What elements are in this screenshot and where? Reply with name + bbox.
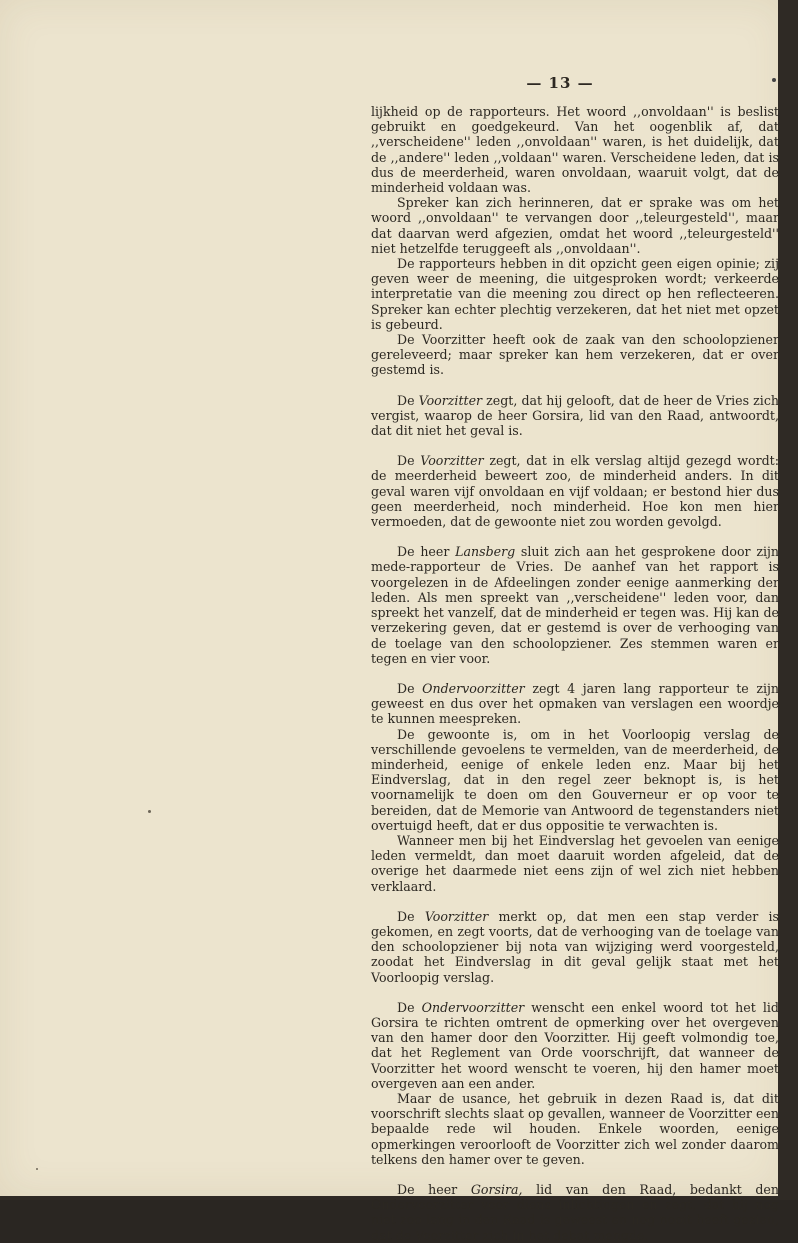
paragraph: [371, 1091, 779, 1167]
speaker-prefix: De: [397, 999, 422, 1015]
paragraph-text: Wanneer men bij het Eindverslag het gevoelen van eenige leden vermeldt, dan moet daaruit worden afgeleid, dat de overige het daarmede niet eens zijn of wel zich niet hebben verklaard.: [371, 832, 779, 894]
scan-speck: [148, 810, 151, 813]
paragraph: [371, 1182, 779, 1243]
paragraph: [371, 544, 779, 666]
speaker-name: Voorzitter: [418, 392, 483, 408]
scan-border-right: [778, 0, 798, 1200]
paragraph-text: De Voorzitter heeft ook de zaak van den schoolopziener gereleveerd; maar spreker kan hem verzekeren, dat er over gestemd is.: [371, 332, 779, 378]
page-number: — 13 —: [526, 74, 594, 92]
paragraph: [371, 104, 779, 195]
paragraph: [371, 909, 779, 985]
paragraph: [371, 1000, 779, 1091]
scan-speck: [36, 1168, 38, 1170]
paragraph-text: De gewoonte is, om in het Voorloopig verslag de verschillende gevoelens te vermelden, van de meerderheid, de minderheid, eenige of enkele leden enz. Maar bij het Eindverslag, dat in den regel zeer beknopt is, is het voornamelijk te doen om den Gouverneur er op voor te bereiden, dat de Memorie van Antwoord de tegenstanders niet overtuigd heeft, dat er dus oppositie te verwachten is.: [371, 726, 779, 833]
speaker-name: Gorsira,: [470, 1182, 523, 1197]
speaker-prefix: De heer: [397, 1182, 471, 1197]
paragraph: [371, 195, 779, 256]
paragraph-text: Spreker kan zich herinneren, dat er sprake was om het woord ,,onvoldaan'' te vervangen door ,,teleurgesteld'', maar dat daarvan werd afgezien, omdat het woord ,,teleurgesteld'' niet hetzelfde teruggeeft als ,,onvoldaan''.: [371, 195, 779, 256]
paragraph: [371, 727, 779, 833]
paragraph: [371, 833, 779, 894]
speaker-prefix: De: [397, 453, 421, 469]
speaker-prefix: De: [397, 680, 423, 696]
edge-mark: [772, 78, 776, 82]
speaker-name: Lansberg: [455, 544, 516, 560]
speaker-name: Voorzitter: [424, 908, 489, 924]
paragraph-text: Maar de usance, het gebruik in dezen Raad is, dat dit voorschrift slechts slaat op gevallen, wanneer de Voorzitter een bepaalde rede wil houden. Enkele woorden, eenige opmerkingen veroorlooft de Voorzitter zich wel zonder daarom telkens den hamer over te geven.: [371, 1090, 779, 1167]
paragraph-text: lid van den Raad, bedankt den Ondervoorzitter voor diens inlichtingen en zegt, dat hij nog niet zoo lang in den Raad is geweest en nog nooit heeft gezien, dat de Voorzitter zich in het debat mengde.: [371, 1182, 779, 1243]
paragraph: [371, 453, 779, 529]
paragraph-text: sluit zich aan het gesprokene door zijn mede-rapporteur de Vries. De aanhef van het rapport is voorgelezen in de Afdeelingen zonder eenige aanmerking der leden. Als men spreekt van ,,verscheidene'' leden voor, dan spreekt het vanzelf, dat de minderheid er tegen was. Hij kan de verzekering geven, dat er gestemd is over de verhooging van de toelage van den schoolopziener. Zes stemmen waren er tegen en vier voor.: [371, 544, 780, 666]
paragraph-text: zegt, dat in elk verslag altijd gezegd wordt: de meerderheid beweert zoo, de minderheid anders. In dit geval waren vijf onvoldaan en vijf voldaan; er bestond hier dus geen meerderheid, noch minderheid. Hoe kon men hier vermoeden, dat de gewoonte niet zou worden gevolgd.: [371, 453, 779, 530]
paragraph-text: wenscht een enkel woord tot het lid Gorsira te richten omtrent de opmerking over het overgeven van den hamer door den Voorzitter. Hij geeft volmondig toe, dat het Reglement van Orde voorschrijft, dat wanneer de Voorzitter het woord wenscht te voeren, hij den hamer moet overgeven aan een ander.: [371, 999, 779, 1091]
paragraph: [371, 256, 779, 332]
paragraph-text: zegt, dat hij gelooft, dat de heer de Vries zich vergist, waarop de heer Gorsira, lid van den Raad, antwoordt, dat dit niet het geval is.: [371, 392, 779, 439]
paragraph: [371, 332, 779, 378]
speaker-prefix: De: [397, 392, 419, 408]
speaker-prefix: De: [397, 908, 425, 924]
paragraph-text: lijkheid op de rapporteurs. Het woord ,,onvoldaan'' is beslist gebruikt en goedgekeurd. Van het oogenblik af, dat ,,verscheidene'' leden ,,onvoldaan'' waren, is het duidelijk, dat de ,,andere'' leden ,,voldaan'' waren. Verscheidene leden, dat is dus de meerderheid, waren onvoldaan, waaruit volgt, dat de minderheid voldaan was.: [371, 104, 779, 196]
speaker-name: Ondervoorzitter: [422, 680, 525, 696]
speaker-name: Ondervoorzitter: [421, 999, 525, 1015]
paragraph: [371, 681, 779, 727]
paragraph-text: De rapporteurs hebben in dit opzicht geen eigen opinie; zij geven weer de meening, die uitgesproken wordt; verkeerde interpretatie van die meening zou direct op hen reflecteeren. Spreker kan echter plechtig verzekeren, dat het niet met opzet is gebeurd.: [371, 256, 779, 332]
paragraph: [371, 393, 779, 439]
document-body: [371, 104, 779, 1243]
paragraph-text: zegt 4 jaren lang rapporteur te zijn geweest en dus over het opmaken van verslagen een woordje te kunnen meespreken.: [371, 680, 779, 727]
speaker-prefix: De heer: [397, 544, 456, 560]
paragraph-text: merkt op, dat men een stap verder is gekomen, en zegt voorts, dat de verhooging van de toelage van den schoolopziener bij nota van wijziging werd voorgesteld, zoodat het Eindverslag in dit geval gelijk staat met het Voorloopig verslag.: [371, 908, 779, 985]
speaker-name: Voorzitter: [420, 453, 484, 469]
